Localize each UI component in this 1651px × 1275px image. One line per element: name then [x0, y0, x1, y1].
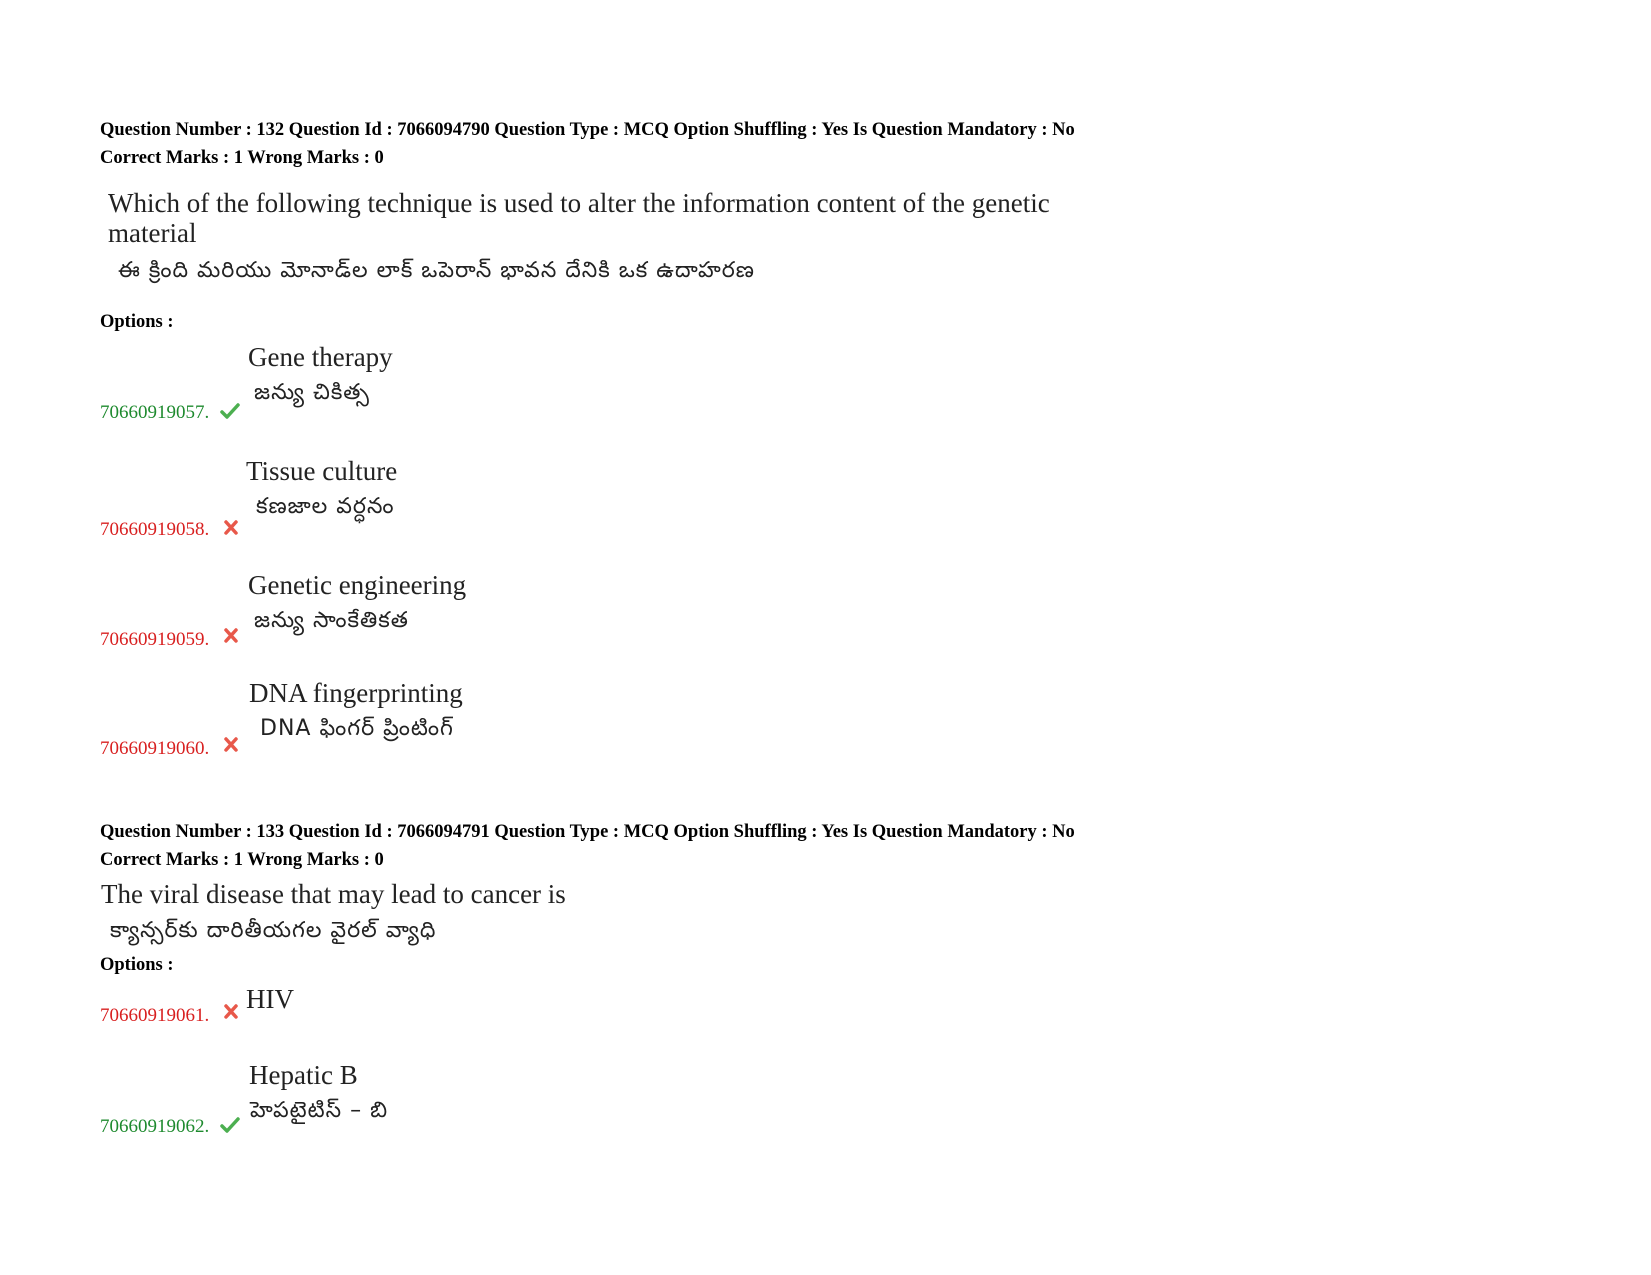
question-marks-132: Correct Marks : 1 Wrong Marks : 0: [100, 148, 384, 168]
option-text-en: Genetic engineering: [248, 570, 467, 600]
option-text-te: హెపటైటిస్ – బి: [250, 1098, 389, 1123]
option-text-en: Gene therapy: [248, 342, 393, 372]
question-marks-133: Correct Marks : 1 Wrong Marks : 0: [100, 850, 384, 870]
cross-icon: [221, 736, 241, 754]
check-icon: [220, 402, 240, 420]
option-text-te: జన్యు చికిత్స: [254, 380, 370, 405]
question-meta-133: Question Number : 133 Question Id : 7066094791 Question Type : MCQ Option Shuffling : Yes Is Question Mandatory : No: [100, 822, 1075, 842]
options-label-133: Options :: [100, 955, 174, 975]
option-id: 70660919061.: [100, 1005, 210, 1026]
option-text-te: కణజాల వర్ధనం: [256, 494, 395, 519]
option-text-te: జన్యు సాంకేతికత: [254, 608, 409, 633]
option-text-en: HIV: [246, 984, 294, 1014]
question-text-en-132-line2: material: [108, 218, 197, 248]
option-id: 70660919059.: [100, 629, 210, 650]
check-icon: [220, 1116, 240, 1134]
question-text-en-132-line1: Which of the following technique is used to alter the information content of the genetic: [108, 188, 1050, 218]
options-label-132: Options :: [100, 312, 174, 332]
option-id: 70660919057.: [100, 402, 210, 423]
option-id: 70660919062.: [100, 1116, 210, 1137]
option-text-en: Hepatic B: [249, 1060, 358, 1090]
option-id: 70660919060.: [100, 738, 210, 759]
option-text-te: DNA ఫింగర్ ప్రింటింగ్: [260, 716, 454, 741]
option-text-en: DNA fingerprinting: [249, 678, 463, 708]
question-text-te-133: క్యాన్సర్‌కు దారితీయగల వైరల్ వ్యాధి: [110, 918, 437, 943]
option-text-en: Tissue culture: [246, 456, 398, 486]
cross-icon: [221, 519, 241, 537]
question-meta-132: Question Number : 132 Question Id : 7066094790 Question Type : MCQ Option Shuffling : Yes Is Question Mandatory : No: [100, 120, 1075, 140]
option-id: 70660919058.: [100, 519, 210, 540]
cross-icon: [221, 627, 241, 645]
cross-icon: [221, 1003, 241, 1021]
question-text-te-132: ఈ క్రింది మరియు మోనాడ్‌ల లాక్ ఒపెరాన్ భావన దేనికి ఒక ఉదాహరణ: [118, 258, 755, 283]
question-text-en-133: The viral disease that may lead to cancer is: [101, 879, 566, 909]
